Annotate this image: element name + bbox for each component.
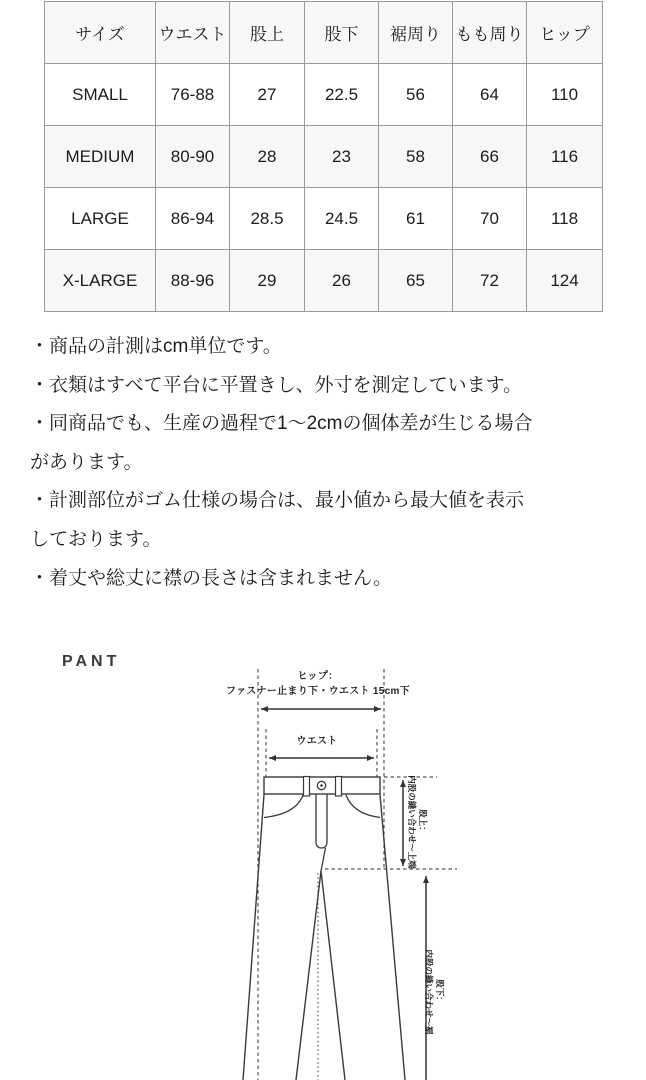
cell-value: 76-88 [156, 64, 230, 126]
cell-value: 26 [305, 250, 379, 312]
belt-loop-right [336, 777, 342, 797]
rise-measure-label [406, 775, 428, 869]
cell-size: MEDIUM [45, 126, 156, 188]
cell-value: 70 [453, 188, 527, 250]
col-header-hem: 裾周り [379, 2, 453, 64]
leg-inner-left [296, 871, 321, 1080]
cell-value: 72 [453, 250, 527, 312]
table-row-large [45, 188, 603, 250]
note-line: があります。 [30, 451, 143, 473]
cell-value: 24.5 [305, 188, 379, 250]
waist-button-dot [320, 784, 323, 787]
cell-size: SMALL [45, 64, 156, 126]
cell-value: 27 [230, 64, 305, 126]
leg-inner-right [321, 871, 345, 1080]
fly-seam [316, 794, 327, 848]
col-header-rise: 股上 [230, 2, 305, 64]
belt-loop-left [304, 777, 310, 797]
cell-value: 61 [379, 188, 453, 250]
inseam-label-line1: 股下： [435, 979, 445, 1005]
cell-size: X-LARGE [45, 250, 156, 312]
cell-value: 86-94 [156, 188, 230, 250]
cell-value: 58 [379, 126, 453, 188]
cell-value: 65 [379, 250, 453, 312]
fly-tail-seam [321, 848, 326, 871]
note-line: ・商品の計測はcm単位です。 [30, 336, 282, 357]
cell-value: 23 [305, 126, 379, 188]
note-line: ・衣類はすべて平台に平置きし、外寸を測定しています。 [30, 374, 523, 396]
waist-measure-label: ウエスト [296, 736, 338, 747]
table-row-medium [45, 126, 603, 188]
pants-diagram [0, 640, 646, 1080]
hip-label-line1: ヒップ： [297, 671, 339, 682]
note-line: しております。 [30, 528, 162, 550]
cell-value: 29 [230, 250, 305, 312]
hip-measure-label [226, 669, 410, 699]
inseam-measure-label [423, 949, 445, 1034]
cell-value: 124 [527, 250, 603, 312]
leg-outer-left [243, 795, 264, 1080]
table-row-xlarge [45, 250, 603, 312]
pocket-right [346, 795, 380, 818]
leg-outer-right [380, 795, 405, 1080]
col-header-hip: ヒップ [527, 2, 603, 64]
col-header-waist: ウエスト [156, 2, 230, 64]
cell-value: 22.5 [305, 64, 379, 126]
measurement-notes [30, 328, 636, 598]
cell-size: LARGE [45, 188, 156, 250]
rise-label-line2: 内股の縫い合わせ〜上端 [407, 775, 417, 869]
inseam-label-line2: 内股の縫い合わせ〜裾 [424, 949, 434, 1035]
cell-value: 64 [453, 64, 527, 126]
cell-value: 110 [527, 64, 603, 126]
cell-value: 118 [527, 188, 603, 250]
note-line: ・計測部位がゴム仕様の場合は、最小値から最大値を表示 [30, 490, 525, 512]
note-line: ・同商品でも、生産の過程で1〜2cmの個体差が生じる場合 [30, 413, 533, 435]
table-row-small [45, 64, 603, 126]
cell-value: 28 [230, 126, 305, 188]
cell-value: 116 [527, 126, 603, 188]
col-header-size: サイズ [45, 2, 156, 64]
size-chart-table [44, 1, 603, 312]
table-header-row [45, 2, 603, 64]
hip-label-line2: ファスナー止まり下・ウエスト 15cm下 [226, 686, 410, 697]
cell-value: 88-96 [156, 250, 230, 312]
col-header-thigh: もも周り [453, 2, 527, 64]
col-header-inseam: 股下 [305, 2, 379, 64]
cell-value: 66 [453, 126, 527, 188]
cell-value: 80-90 [156, 126, 230, 188]
cell-value: 56 [379, 64, 453, 126]
note-line: ・着丈や総丈に襟の長さは含まれません。 [30, 567, 393, 589]
cell-value: 28.5 [230, 188, 305, 250]
pocket-left [264, 795, 303, 818]
pant-section-title: PANT [62, 653, 121, 670]
rise-label-line1: 股上： [418, 809, 428, 835]
